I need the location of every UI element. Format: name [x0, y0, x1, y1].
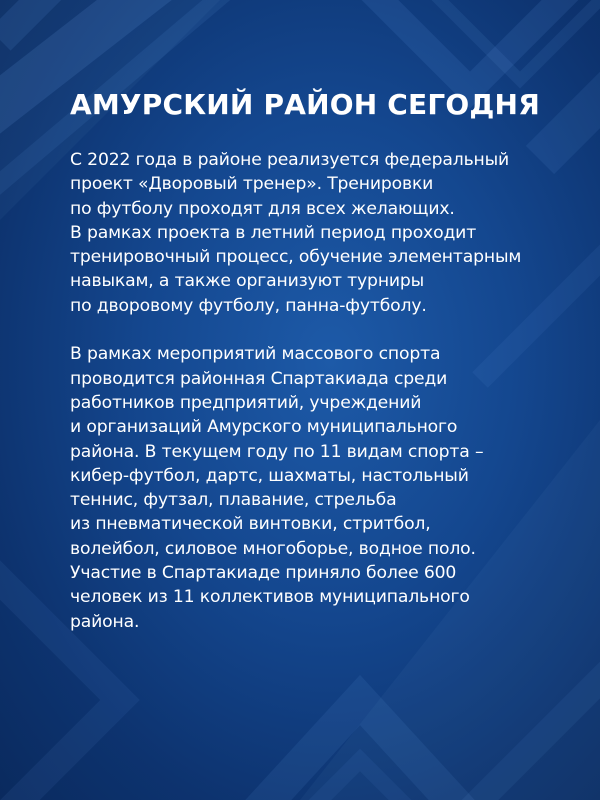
text-line: района. В текущем году по 11 видам спорта – [70, 441, 484, 462]
text-block [70, 88, 570, 634]
text-line: тренировочный процесс, обучение элементарным [70, 247, 522, 268]
text-line: проводится районная Спартакиада среди [70, 368, 448, 389]
body-text [70, 148, 570, 634]
text-line: из пневматической винтовки, стритбол, [70, 514, 431, 535]
text-line: навыкам, а также организуют турниры [70, 271, 425, 292]
text-line: теннис, футзал, плавание, стрельба [70, 490, 397, 511]
poster-title: АМУРСКИЙ РАЙОН СЕГОДНЯ [70, 88, 540, 121]
paragraph [70, 342, 570, 634]
text-line: В рамках мероприятий массового спорта [70, 344, 441, 365]
text-line: по дворовому футболу, панна-футболу. [70, 295, 427, 316]
text-line: работников предприятий, учреждений [70, 392, 422, 413]
text-line: кибер-футбол, дартс, шахматы, настольный [70, 465, 469, 486]
text-line: человек из 11 коллективов муниципального [70, 587, 470, 608]
text-line: района. [70, 611, 140, 632]
text-line: С 2022 года в районе реализуется федеральный [70, 150, 510, 170]
paragraph [70, 148, 570, 318]
text-line: и организаций Амурского муниципального [70, 417, 458, 438]
text-line: волейбол, силовое многоборье, водное поло. [70, 538, 476, 559]
text-line: по футболу проходят для всех желающих. [70, 198, 455, 219]
text-line: В рамках проекта в летний период проходит [70, 222, 477, 243]
text-line: Участие в Спартакиаде приняло более 600 [70, 563, 457, 584]
text-line: проект «Дворовый тренер». Тренировки [70, 174, 434, 195]
